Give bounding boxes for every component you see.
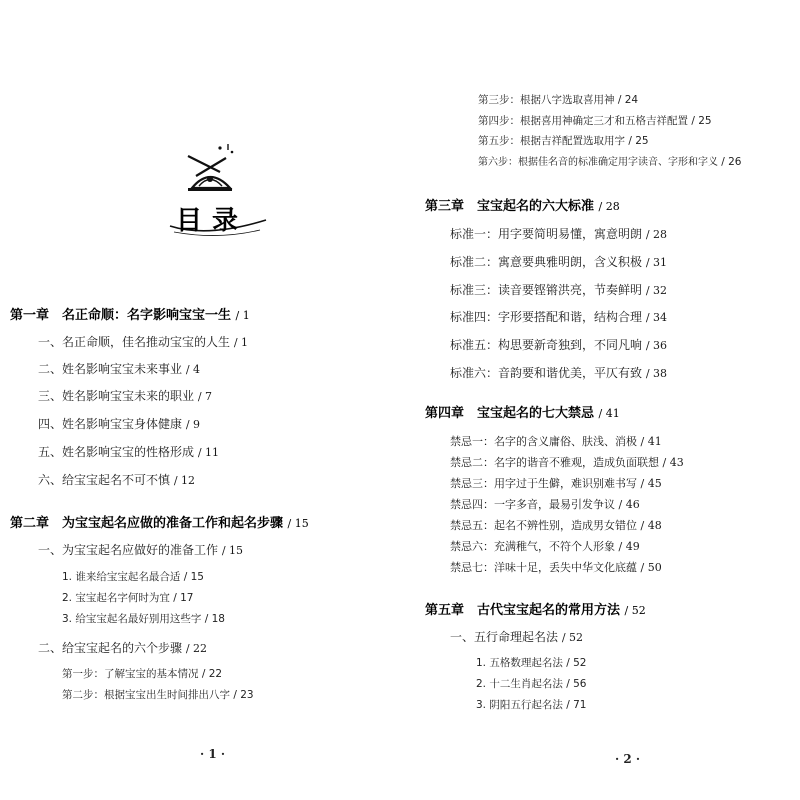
page-number: / 22 [185,642,208,655]
toc-right-page [410,0,800,800]
toc-section[interactable] [450,541,640,552]
toc-section[interactable] [450,436,662,447]
chapter-5-entry[interactable] [425,604,646,617]
toc-section[interactable] [450,499,640,510]
item-title: 1. 五格数理起名法 [476,657,563,669]
toc-item[interactable] [478,116,712,127]
item-title: 第一步：了解宝宝的基本情况 [62,668,199,680]
toc-section[interactable] [450,256,667,268]
item-title: 第四步：根据喜用神确定三才和五格吉祥配置 [478,115,688,127]
toc-item[interactable] [62,669,222,680]
chapter-title: 第二章 为宝宝起名应做的准备工作和起名步骤 [10,516,284,531]
toc-section[interactable] [450,457,684,468]
toc-section[interactable] [38,544,243,556]
toc-section[interactable] [38,336,248,348]
page-number: / 48 [640,519,662,532]
toc-item[interactable] [478,136,649,147]
toc-section[interactable] [450,631,583,643]
section-title: 二、给宝宝起名的六个步骤 [38,641,183,655]
toc-section[interactable] [450,478,662,489]
toc-item[interactable] [478,95,638,106]
section-title: 禁忌一：名字的含义庸俗、肤浅、消极 [450,435,637,448]
page-number: / 52 [624,604,646,617]
toc-item[interactable] [476,679,586,690]
page-number: / 38 [645,367,668,380]
page-number: / 46 [618,498,640,511]
chapter-2-entry[interactable] [10,517,309,530]
toc-section[interactable] [450,562,662,573]
section-title: 禁忌二：名字的谐音不雅观，造成负面联想 [450,456,659,469]
page-folio: · 2 · [615,752,641,766]
toc-item[interactable] [476,700,586,711]
page-number: / 9 [185,418,201,431]
toc-heading [168,196,268,238]
section-title: 禁忌四：一字多音，最易引发争议 [450,498,615,511]
page-number: / 41 [598,407,620,420]
toc-item[interactable] [476,658,586,669]
page-number: / 4 [185,363,201,376]
page-number: / 43 [662,456,684,469]
item-title: 2. 十二生肖起名法 [476,678,563,690]
page-number: / 11 [197,446,220,459]
page-number: / 34 [645,311,668,324]
page-number: / 25 [691,115,712,127]
page-number: / 49 [618,540,640,553]
chapter-title: 第一章 名正命顺：名字影响宝宝一生 [10,308,232,323]
page-number: / 15 [287,517,309,530]
page-number: / 52 [566,657,587,669]
page-number: / 41 [640,435,662,448]
section-title: 标准四：字形要搭配和谐，结构合理 [450,310,643,324]
chapter-title: 第三章 宝宝起名的六大标准 [425,199,595,214]
section-title: 标准五：构思要新奇独到，不同凡响 [450,338,643,352]
section-title: 一、五行命理起名法 [450,630,559,644]
page-number: / 56 [566,678,587,690]
toc-section[interactable] [450,228,667,240]
page-number: / 36 [645,339,668,352]
page-number: / 24 [617,94,639,106]
page-number: / 71 [566,699,587,711]
page-number: / 18 [204,613,225,625]
toc-section[interactable] [38,363,200,375]
page-number: / 28 [645,228,668,241]
toc-section[interactable] [450,284,667,296]
section-title: 禁忌五：起名不辨性别，造成男女错位 [450,519,637,532]
toc-section[interactable] [450,339,667,351]
book-ornament-icon [182,142,238,194]
item-title: 2. 宝宝起名字何时为宜 [62,592,170,604]
toc-section[interactable] [38,390,212,402]
section-title: 一、为宝宝起名应做好的准备工作 [38,543,219,557]
section-title: 一、名正命顺，佳名推动宝宝的人生 [38,335,231,349]
toc-section[interactable] [38,418,200,430]
page-number: / 25 [628,135,649,147]
toc-item[interactable] [478,157,741,168]
chapter-3-entry[interactable] [425,200,620,213]
page-number: / 15 [221,544,244,557]
item-title: 第五步：根据吉祥配置选取用字 [478,135,625,147]
item-title: 3. 阴阳五行起名法 [476,699,563,711]
toc-item[interactable] [62,690,254,701]
section-title: 二、姓名影响宝宝未来事业 [38,362,183,376]
page-number: / 1 [233,336,249,349]
page-number: / 22 [201,668,223,680]
page-number: / 7 [197,390,213,403]
page-number: / 23 [233,689,254,701]
toc-section[interactable] [450,311,667,323]
section-title: 三、姓名影响宝宝未来的职业 [38,389,195,403]
toc-title: 目录 [176,206,249,236]
page-number: / 50 [640,561,662,574]
item-title: 第六步：根据佳名音的标准确定用字读音、字形和字义 [478,157,718,168]
toc-section[interactable] [38,474,195,486]
item-title: 3. 给宝宝起名最好别用这些字 [62,613,202,625]
chapter-4-entry[interactable] [425,407,620,420]
page-number: / 26 [721,156,742,168]
page-number: / 17 [173,592,194,604]
toc-section[interactable] [450,520,662,531]
section-title: 标准六：音韵要和谐优美，平仄有致 [450,366,643,380]
toc-section[interactable] [38,642,207,654]
chapter-title: 第五章 古代宝宝起名的常用方法 [425,603,621,618]
page-number: / 45 [640,477,662,490]
toc-section[interactable] [38,446,219,458]
item-title: 第三步：根据八字选取喜用神 [478,94,615,106]
page-number: / 32 [645,284,668,297]
section-title: 五、姓名影响宝宝的性格形成 [38,445,195,459]
page-number: / 1 [235,309,250,322]
section-title: 禁忌七：洋味十足，丢失中华文化底蕴 [450,561,637,574]
page-number: / 28 [598,200,620,213]
page-number: / 52 [561,631,584,644]
section-title: 禁忌三：用字过于生僻，难识别难书写 [450,477,637,490]
toc-item[interactable] [62,593,193,604]
section-title: 六、给宝宝起名不可不慎 [38,473,171,487]
item-title: 第二步：根据宝宝出生时间排出八字 [62,689,230,701]
toc-item[interactable] [62,572,204,583]
toc-item[interactable] [62,614,225,625]
toc-section[interactable] [450,367,667,379]
page-number: / 15 [183,571,204,583]
chapter-title: 第四章 宝宝起名的七大禁忌 [425,406,595,421]
page-number: / 12 [173,474,196,487]
section-title: 禁忌六：充满稚气，不符个人形象 [450,540,615,553]
chapter-1-entry[interactable] [10,309,250,322]
page-folio: · 1 · [200,747,226,761]
section-title: 标准三：读音要铿锵洪亮，节奏鲜明 [450,283,643,297]
item-title: 1. 谁来给宝宝起名最合适 [62,571,181,583]
page-number: / 31 [645,256,668,269]
section-title: 标准二：寓意要典雅明朗，含义积极 [450,255,643,269]
section-title: 标准一：用字要简明易懂，寓意明朗 [450,227,643,241]
section-title: 四、姓名影响宝宝身体健康 [38,417,183,431]
